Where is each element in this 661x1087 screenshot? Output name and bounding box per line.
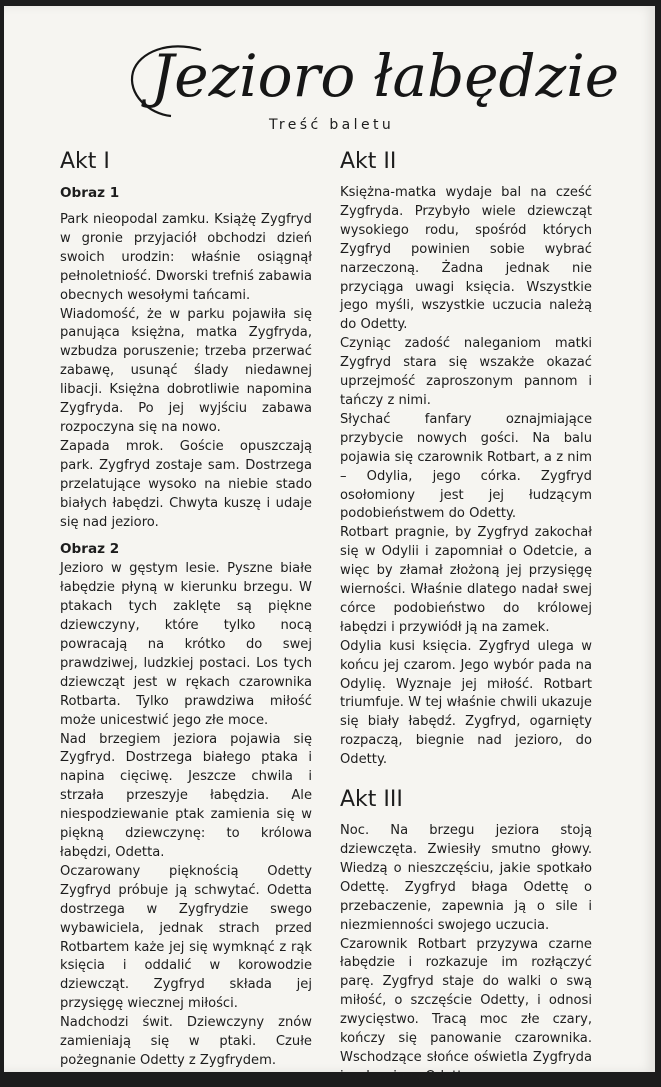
scene-1-heading: Obraz 1 [60,185,120,201]
paragraph: Nadchodzi świt. Dziewczyny znów zamieniają się w ptaki. Czułe pożegnanie Odetty z Zygfrydem. [60,1015,312,1068]
paragraph: Park nieopodal zamku. Książę Zygfryd w gronie przyjaciół obchodzi dzień swoich urodzin: właśnie osiągnął pełnoletniość. Dworski trefniś zabawia obecnych wesołymi tańcami. [60,212,312,303]
book-page [4,6,655,1084]
act-1-heading: Akt I [60,149,110,174]
paragraph: Czyniąc zadość naleganiom matki Zygfryd stara się wszakże okazać uprzejmość zaproszonym pannom i tańczy z nimi. [340,336,592,408]
right-column [340,145,592,1087]
page-title: Jezioro łabędzie [151,42,620,110]
left-column [60,145,312,1071]
paragraph: Odylia kusi księcia. Zygfryd ulega w końcu jej czarom. Jego wybór pada na Odylię. Wyznaje jej miłość. Rotbart triumfuje. W tej właśnie chwili ukazuje się biały łabędź. Zygfryd, ogarnięty rozpaczą, biegnie nad jezioro, do Odetty. [340,638,592,768]
paragraph: Rotbart pragnie, by Zygfryd zakochał się w Odylii i zapomniał o Odetcie, a więc by złamał złożoną jej przysięgę wierności. Właśnie dlatego nadał swej córce podobieństwo do królowej łabędzi i przywiódł ją na zamek. [340,525,592,635]
paragraph: Czarownik Rotbart przyzywa czarne łabędzie i rozkazuje im rozłączyć parę. Zygfryd staje do walki o swą miłość, o szczęście Odetty, i odnosi zwycięstwo. Tracą moc złe czary, kończy się panowanie czarownika. Wschodzące słońce oświetla Zygfryda i wybawioną Odettę. [340,936,592,1084]
paragraph: Księżna-matka wydaje bal na cześć Zygfryda. Przybyło wiele dziewcząt wysokiego rodu, spośród których Zygfryd powinien sobie wybrać narzeczoną. Żadna jednak nie przyciąga uwagi księcia. Wszystkie jego myśli, wszystkie uczucia należą do Odetty. [340,185,592,333]
paragraph: Słychać fanfary oznajmiające przybycie nowych gości. Na balu pojawia się czarownik Rotbart, a z nim – Odylia, jego córka. Zygfryd osołomiony jest jej łudzącym podobieństwem do Odetty. [340,411,592,522]
paragraph: Nad brzegiem jeziora pojawia się Zygfryd. Dostrzega białego ptaka i napina cięciwę. Jeszcze chwila i strzała przeszyje łabędzia. Ale niespodziewanie ptak zamienia się w piękną dziewczynę: to królowa łabędzi, Odetta. [60,731,312,860]
act-3-heading: Akt III [340,787,403,813]
paragraph: Zapada mrok. Goście opuszczają park. Zygfryd zostaje sam. Dostrzega przelatujące wysoko na niebie stado białych łabędzi. Chwyta kuszę i udaje się nad jezioro. [60,438,312,530]
title-lettering [109,32,620,122]
paragraph: Wiadomość, że w parku pojawiła się panująca księżna, matka Zygfryda, wzbudza poruszenie; trzeba przerwać zabawę, usunąć ślady niedawnej libacji. Księżna dobrotliwie napomina Zygfryda. Po jej wyjściu zabawa rozpoczyna się na nowo. [60,306,312,435]
act-2-heading: Akt II [340,149,397,174]
page-subtitle: Treść baletu [269,117,395,133]
paragraph: Jezioro w gęstym lesie. Pyszne białe łabędzie płyną w kierunku brzegu. W ptakach tych zaklęte są piękne dziewczyny, które tylko nocą powracają na krótko do swej prawdziwej, ludzkiej postaci. Los tych dziewcząt jest w rękach czarownika Rotbarta. Tylko prawdziwa miłość może unicestwić jego złe moce. [60,561,312,728]
paragraph: Oczarowany pięknością Odetty Zygfryd próbuje ją schwytać. Odetta dostrzega w Zygfrydzie swego wybawiciela, jednak strach przed Rotbartem każe jej się wymknąć z rąk księcia i oddalić w korowodzie dziewcząt. Zygfryd składa jej przysięgę wiecznej miłości. [60,863,312,1012]
paragraph: Noc. Na brzegu jeziora stoją dziewczęta. Zwiesiły smutno głowy. Wiedzą o nieszczęściu, jakie spotkało Odettę. Zygfryd błaga Odettę o przebaczenie, zapewnia ją o sile i niezmienności swojego uczucia. [340,823,592,933]
scene-2-heading: Obraz 2 [60,541,120,558]
